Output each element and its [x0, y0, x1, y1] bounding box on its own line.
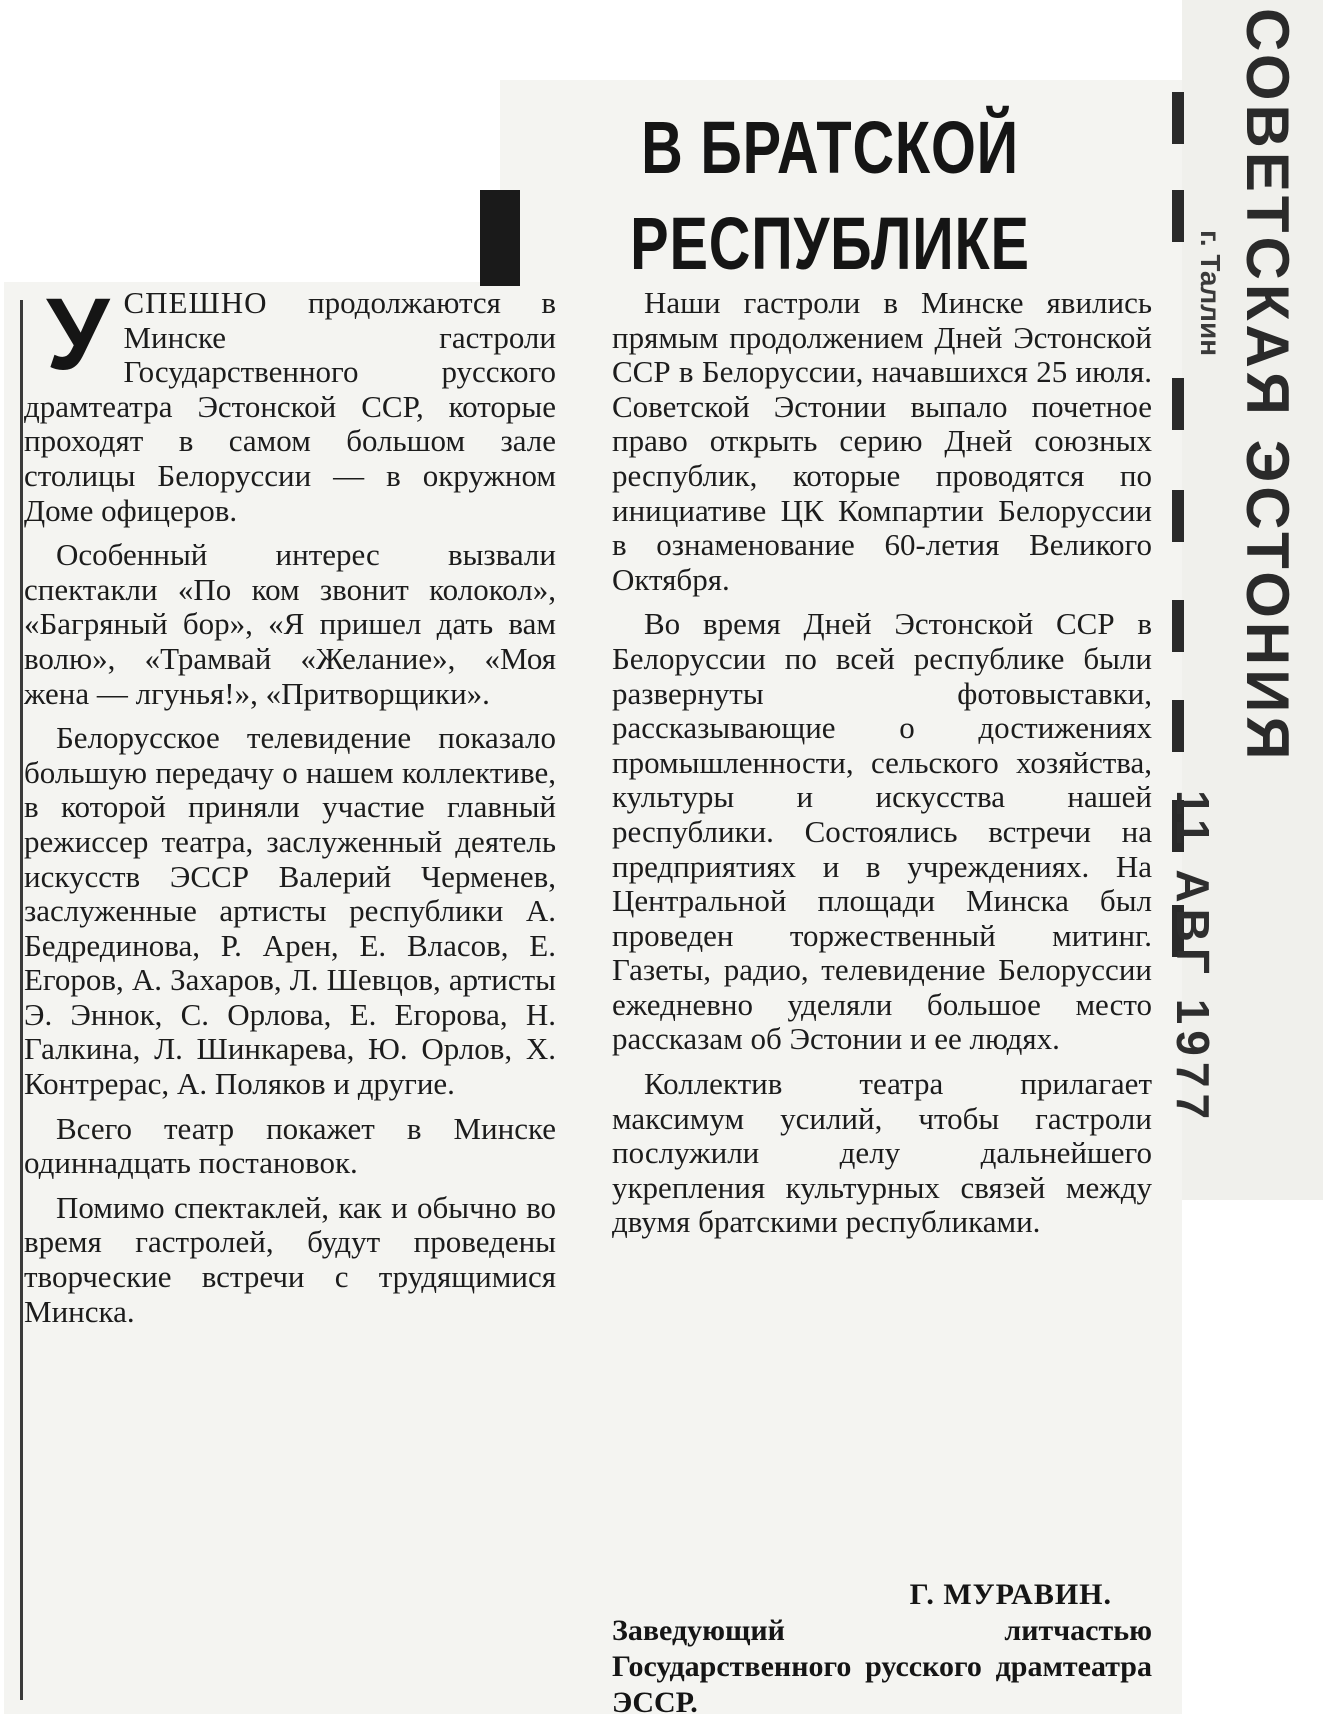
- torn-edge: [480, 190, 520, 286]
- publication-date: 11 АВГ 1977: [1167, 790, 1219, 1126]
- stamp-border-mark: [1172, 92, 1184, 144]
- paragraph: Наши гастроли в Минске явились прямым продолжением Дней Эстонской ССР в Белоруссии, начавшихся 25 июля. Советской Эстонии выпало почетное право открыть серию Дней союзных республик, которые проводятся по инициативе ЦК Компартии Белоруссии в ознаменование 60-летия Великого Октября.: [612, 285, 1152, 597]
- stamp-border-mark: [1172, 190, 1184, 242]
- paragraph: Белорусское телевидение показало большую передачу о нашем коллективе, в которой приняли участие главный режиссер театра, заслуженный деятель искусств ЭССР Валерий Черменев, заслуженные артисты республики А. Бедрединова, Р. Арен, Е. Власов, Е. Егоров, А. Захаров, Л. Шевцов, артисты Э. Эннок, С. Орлова, Е. Егорова, Н. Галкина, Л. Шинкарева, Ю. Орлов, Х. Контрерас, А. Поляков и другие.: [24, 720, 556, 1102]
- article-headline: [588, 100, 1072, 292]
- drop-cap: У: [46, 277, 110, 391]
- paragraph: Во время Дней Эстонской ССР в Белоруссии по всей республике были развернуты фотовыставки, рассказывающие о достижениях промышленности, сельского хозяйства, культуры и искусства нашей республики. Состоялись встречи на предприятиях и в учреждениях. На Центральной площади Минска был проведен торжественный митинг. Газеты, радио, телевидение Белоруссии ежедневно уделяли большое место рассказам об Эстонии и ее людях.: [612, 606, 1152, 1057]
- author-position: Заведующий литчастью Государственного русского драмтеатра ЭССР.: [612, 1614, 1152, 1719]
- paragraph: Всего театр покажет в Минске одиннадцать постановок.: [24, 1110, 556, 1181]
- newspaper-name: СОВЕТСКАЯ ЭСТОНИЯ: [1234, 8, 1301, 764]
- left-column: [24, 277, 557, 1339]
- stamp-border-mark: [1172, 490, 1184, 542]
- headline-line-1: В БРАТСКОЙ: [641, 106, 1019, 189]
- headline-line-2: РЕСПУБЛИКЕ: [630, 202, 1030, 285]
- stamp-border-mark: [1172, 378, 1184, 430]
- lead-text: продолжаются в Минске гастроли Государственного русского драмтеатра Эстонской ССР, которые проходят в самом большом зале столицы Белоруссии — в окружном Доме офицеров.: [24, 285, 557, 528]
- stamp-border-mark: [1172, 600, 1184, 652]
- paragraph: Помимо спектаклей, как и обычно во время гастролей, будут проведены творческие встречи с трудящимися Минска.: [24, 1189, 556, 1329]
- paragraph: Особенный интерес вызвали спектакли «По ком звонит колокол», «Багряный бор», «Я пришел дать вам волю», «Трамвай «Желание», «Моя жена — лгунья!», «Притворщики».: [24, 537, 556, 711]
- paragraph: [24, 277, 557, 528]
- left-column-rule: [20, 300, 23, 1700]
- newspaper-city: г. Таллин: [1195, 230, 1226, 357]
- author-signature: [612, 1577, 1152, 1721]
- newspaper-stamp: [1167, 0, 1316, 1180]
- right-column: [612, 286, 1152, 1250]
- lead-caps: СПЕШНО: [123, 285, 268, 320]
- author-name: Г. МУРАВИН.: [909, 1578, 1112, 1611]
- stamp-border-mark: [1172, 700, 1184, 752]
- paragraph: Коллектив театра прилагает максимум усилий, чтобы гастроли послужили делу дальнейшего укрепления культурных связей между двумя братскими республиками.: [612, 1066, 1152, 1240]
